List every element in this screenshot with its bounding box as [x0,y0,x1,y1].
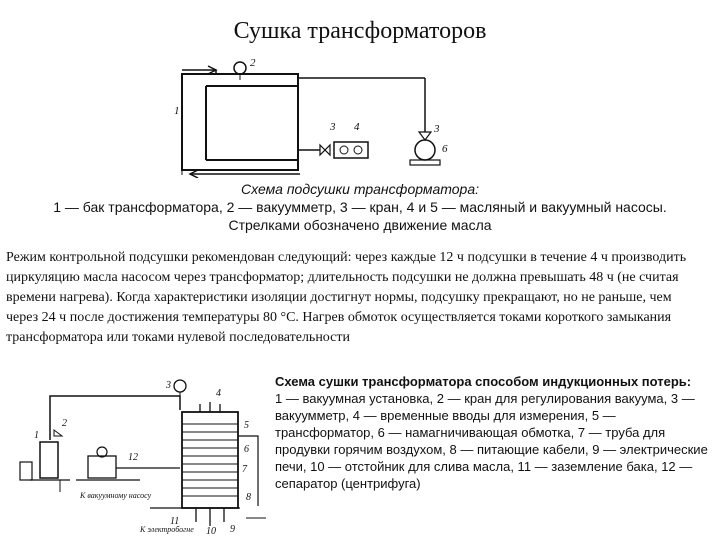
vacuum-pump-valve-icon [419,132,431,140]
figure2-caption-body: 1 — вакуумная установка, 2 — кран для регулирования вакуума, 3 — вакуумметр, 4 — временные вводы для измерения, 5 — трансформатор, 6 — намагничивающая обмотка, 7 — труба для продувки горячим воздухом, 8 — питающие кабели, 9 — электрические печи, 10 — отстойник для слива масла, 11 — заземление бака, 12 — сепаратор (центрифуга) [275,391,708,491]
drying-mode-paragraph [6,248,696,348]
fig2-label-1: 1 [34,430,39,441]
transformer-tank [182,74,298,170]
figure2-caption-title: Схема сушки трансформатора способом индукционных потерь: [275,374,692,389]
figure1-caption-line1: 1 — бак трансформатора, 2 — вакуумметр, 3 — кран, 4 и 5 — масляный и вакуумный насосы. [53,199,667,215]
figure1-caption [0,180,720,234]
label-6: 6 [442,143,448,155]
induction-drying-diagram [10,376,272,536]
fig2-label-7: 7 [242,464,247,475]
figure2-caption [275,373,715,492]
label-3b: 3 [434,123,440,135]
fig2-label-5: 5 [244,420,249,431]
gauge-icon [174,380,186,392]
fig2-label-10: 10 [206,526,216,536]
vacuum-pump [415,140,435,160]
label-4: 4 [354,121,360,133]
fig2-label-11: 11 [170,516,180,527]
fig2-label-4: 4 [216,388,221,399]
paragraph-part2: Нагрев обмоток осуществляется токами короткого замыкания трансформатора или токами нулевой последовательности [6,310,672,345]
fig2-label-9: 9 [230,524,235,535]
drying-scheme-diagram [170,50,490,178]
fig2-label-8: 8 [246,492,251,503]
valve-icon [320,145,330,155]
transformer [182,412,238,508]
fig2-bottom-label: К электробогне [140,525,194,534]
vacuum-setup [40,442,58,478]
fig2-label-6: 6 [244,444,249,455]
paragraph-part1: Режим контрольной подсушки рекомендован следующий: через каждые 12 ч подсушки в течение 4 ч производить циркуляцию масла насосом через трансформатор; длительность подсушки не должна превышать 48 ч (не считая времени нагрева). Когда характеристики изоляции достигнут нормы, подсушку прекращают, но не раньше, чем через 24 ч после достижения температуры 80 °С. [6,250,687,325]
fig2-label-2: 2 [62,418,67,429]
fig2-label-3: 3 [166,380,171,391]
label-3: 3 [330,121,336,133]
oil-pump [334,142,368,158]
fig2-side-label: К вакуумному насосу [80,491,152,500]
vacuum-gauge-icon [234,62,246,74]
figure1-caption-line2: Стрелками обозначено движение масла [228,217,492,233]
figure1-caption-title: Схема подсушки трансформатора: [240,181,480,197]
page-title: Сушка трансформаторов [233,18,487,44]
separator [88,456,116,478]
fig2-label-12: 12 [128,452,138,463]
label-2: 2 [250,57,256,69]
label-1: 1 [174,105,180,117]
